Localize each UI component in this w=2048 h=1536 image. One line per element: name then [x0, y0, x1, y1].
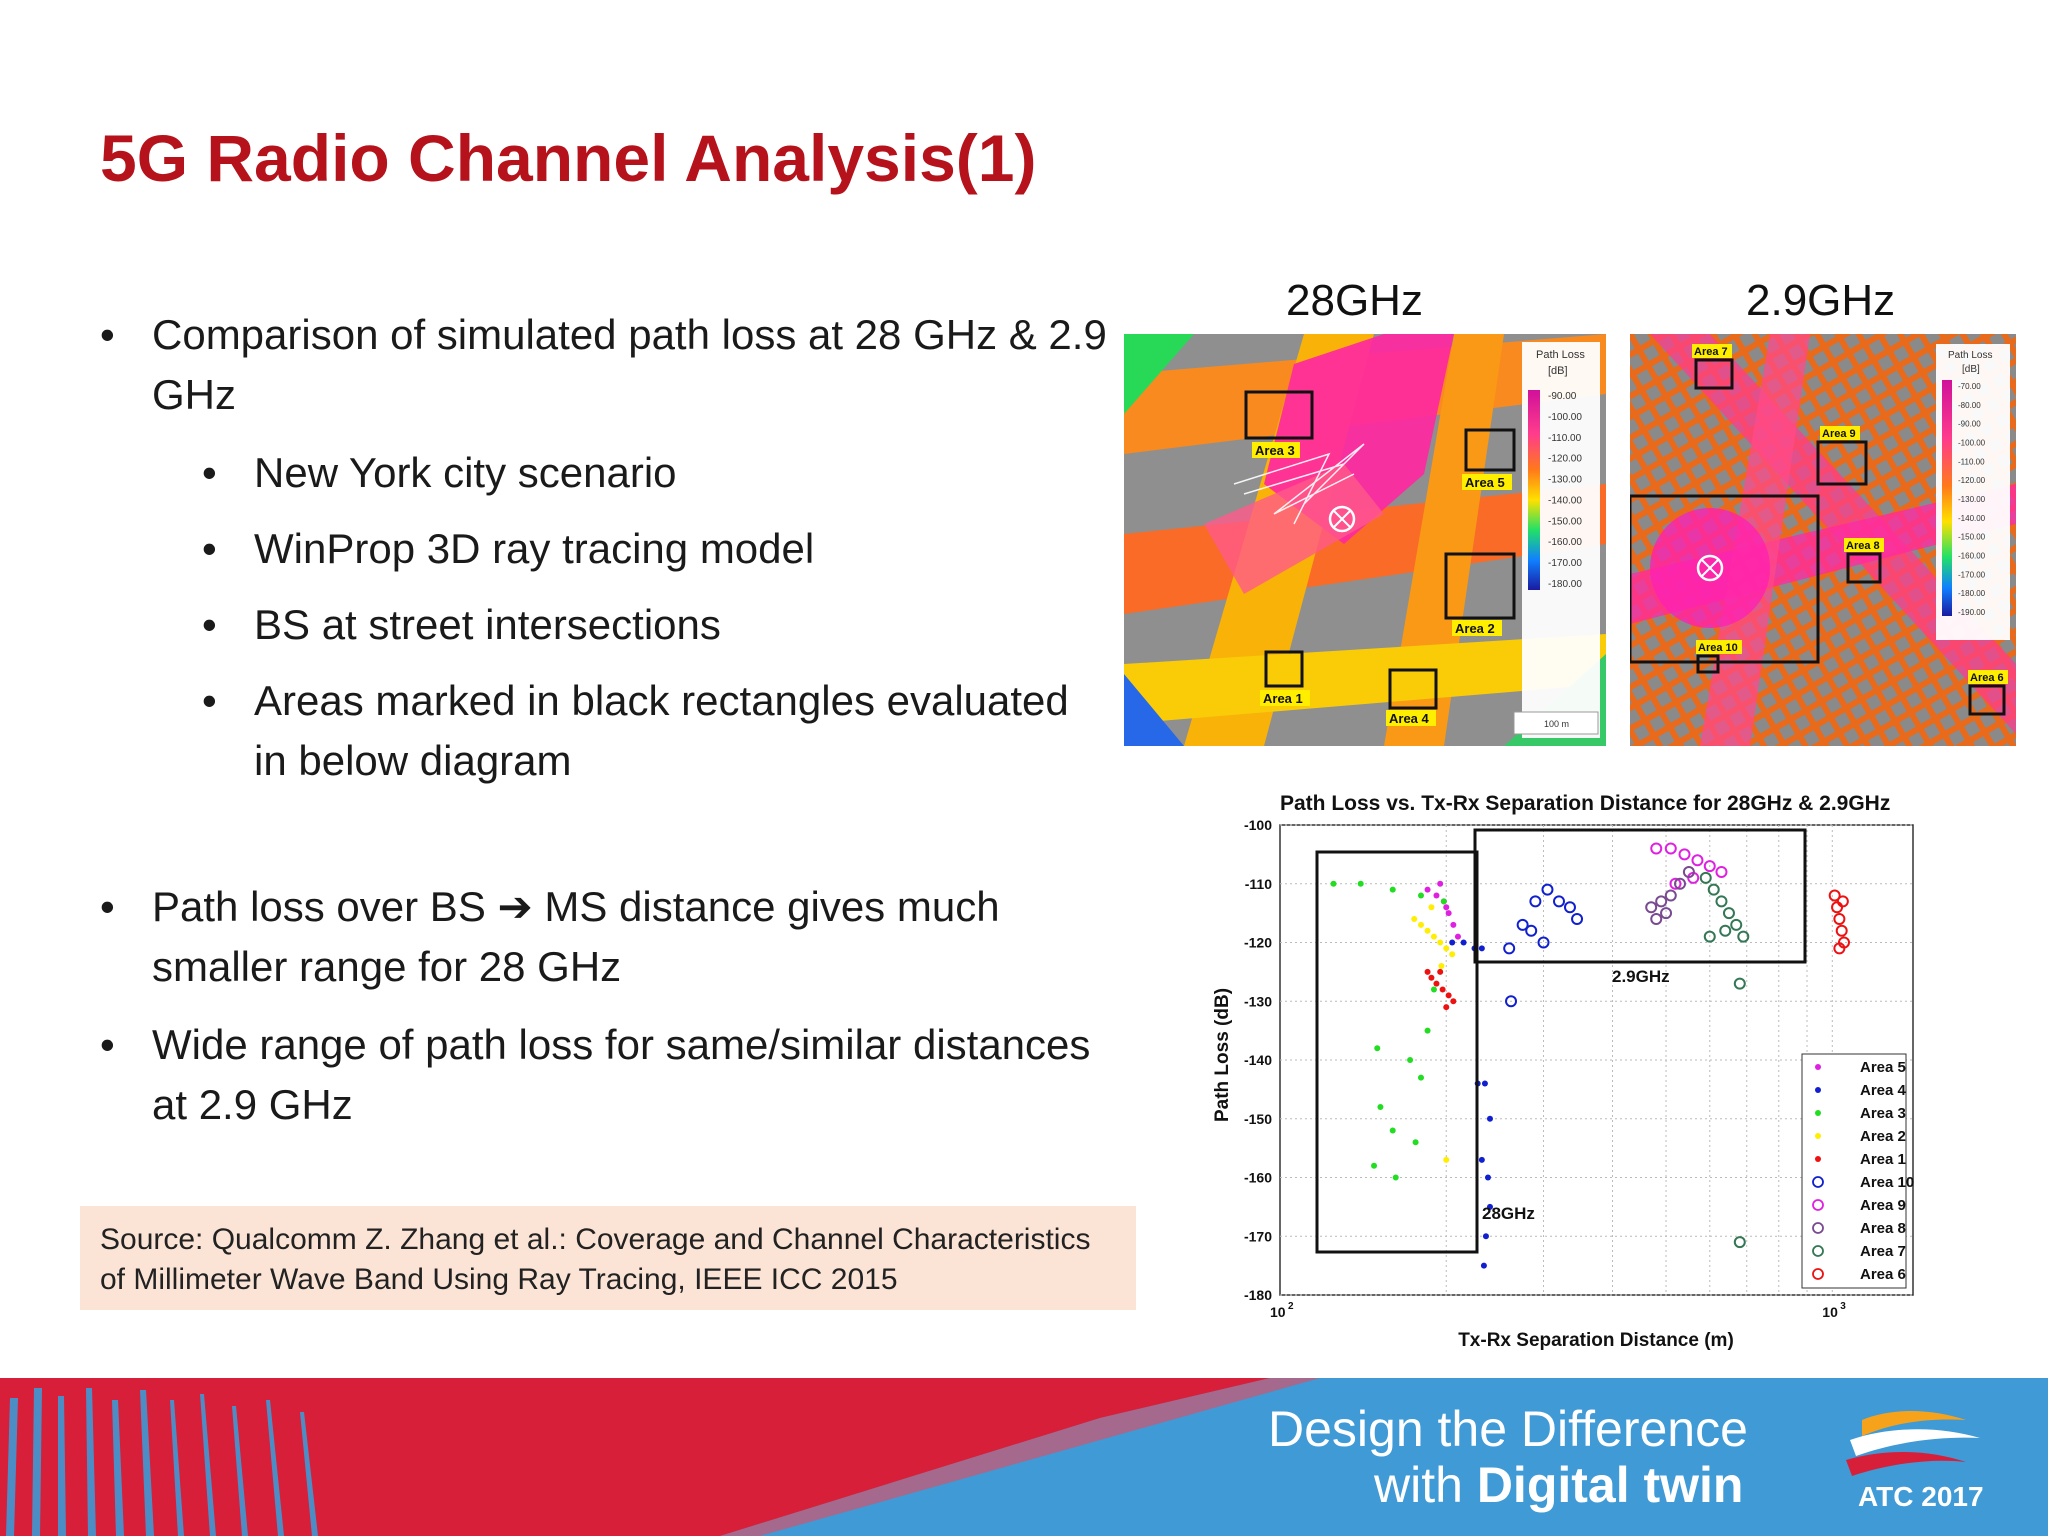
- slogan-emphasis: Digital twin: [1476, 1457, 1744, 1513]
- point-area-1: [1433, 981, 1439, 987]
- point-area-5: [1450, 922, 1456, 928]
- point-area-1: [1437, 969, 1443, 975]
- bullet-text: New York city scenario: [254, 449, 677, 496]
- legend-tick-label: -90.00: [1548, 391, 1577, 402]
- bullet-item: [100, 305, 1110, 425]
- legend-tick-label: -180.00: [1548, 579, 1582, 590]
- point-area-4: [1479, 945, 1485, 951]
- area-label: Area 9: [1822, 428, 1856, 440]
- area-label: Area 8: [1846, 540, 1880, 552]
- bullet-text: Areas marked in black rectangles evaluated in below diagram: [254, 677, 1069, 784]
- point-area-2: [1449, 951, 1455, 957]
- point-area-4: [1487, 1116, 1493, 1122]
- bullet-text: Path loss over BS ➔ MS distance gives much smaller range for 28 GHz: [152, 883, 1000, 990]
- legend-marker: [1815, 1156, 1821, 1162]
- bullet-text: WinProp 3D ray tracing model: [254, 525, 815, 572]
- point-area-3: [1377, 1104, 1383, 1110]
- slogan-prefix: with: [1374, 1457, 1463, 1513]
- point-area-5: [1455, 934, 1461, 940]
- legend-tick-label: -160.00: [1958, 551, 1986, 561]
- point-area-5: [1425, 887, 1431, 893]
- point-area-2: [1438, 963, 1444, 969]
- legend-title: Path Loss: [1536, 349, 1585, 361]
- y-tick-label: -120: [1243, 934, 1272, 951]
- point-area-1: [1446, 992, 1452, 998]
- bullet-item: [100, 1015, 1110, 1135]
- legend-unit: [dB]: [1548, 365, 1568, 377]
- slide-title: 5G Radio Channel Analysis(1): [100, 121, 1037, 195]
- path-loss-chart: [1180, 780, 1950, 1360]
- point-area-3: [1371, 1163, 1377, 1169]
- x-axis-label: Tx-Rx Separation Distance (m): [1458, 1330, 1734, 1351]
- area-label: Area 4: [1389, 711, 1429, 726]
- point-area-4: [1461, 940, 1467, 946]
- legend-tick-label: -100.00: [1548, 411, 1582, 423]
- y-tick-label: -160: [1243, 1169, 1272, 1186]
- point-area-3: [1431, 987, 1437, 993]
- slogan-line-2: [1374, 1456, 1743, 1514]
- legend-colorbar: [1528, 390, 1540, 590]
- point-area-3: [1374, 1045, 1380, 1051]
- legend-tick-label: -90.00: [1958, 419, 1981, 429]
- legend-label: Area 1: [1860, 1151, 1906, 1168]
- point-area-1: [1428, 975, 1434, 981]
- area-label: Area 2: [1455, 621, 1495, 636]
- y-tick-label: -100: [1243, 817, 1272, 833]
- point-area-3: [1425, 1028, 1431, 1034]
- legend-tick-label: -80.00: [1958, 400, 1981, 410]
- x-axis-ticks: [1270, 1301, 1846, 1320]
- legend-tick-label: -70.00: [1958, 382, 1981, 391]
- point-area-4: [1449, 940, 1455, 946]
- point-area-2: [1443, 1157, 1449, 1163]
- legend-marker: [1815, 1110, 1821, 1116]
- bullet-marker: •: [202, 601, 217, 648]
- legend-tick-label: -140.00: [1548, 495, 1582, 507]
- map-28ghz-graphic: [1124, 334, 1606, 746]
- y-axis-label: Path Loss (dB): [1212, 987, 1233, 1123]
- legend-marker: [1815, 1133, 1821, 1139]
- spacer: [100, 807, 1110, 877]
- y-axis-ticks: [1244, 817, 1272, 1303]
- y-tick-label: -150: [1243, 1110, 1272, 1127]
- legend-marker: [1815, 1087, 1821, 1093]
- legend-tick-label: -120.00: [1958, 476, 1986, 486]
- sub-bullet-item: [100, 671, 1110, 791]
- point-area-3: [1407, 1057, 1413, 1063]
- point-area-2: [1437, 940, 1443, 946]
- bullet-marker: •: [202, 525, 217, 572]
- source-citation: Source: Qualcomm Z. Zhang et al.: Coverage and Channel Characteristics of Millimeter Wave Band Using Ray Tracing, IEEE ICC 2015: [80, 1206, 1136, 1310]
- legend-marker: [1815, 1064, 1821, 1070]
- bullet-text: BS at street intersections: [254, 601, 721, 648]
- point-area-5: [1443, 904, 1449, 910]
- point-area-3: [1331, 881, 1337, 887]
- slogan-line-1: Design the Difference: [1268, 1401, 1748, 1457]
- legend-label: Area 6: [1860, 1266, 1906, 1283]
- point-area-3: [1358, 881, 1364, 887]
- point-area-1: [1425, 969, 1431, 975]
- sub-bullet-item: [100, 595, 1110, 655]
- y-tick-label: -180: [1243, 1287, 1272, 1303]
- sub-bullet-item: [100, 519, 1110, 579]
- map-28ghz-label: 28GHz: [1286, 276, 1423, 325]
- point-area-1: [1443, 1004, 1449, 1010]
- x-tick-label: 10: [1822, 1304, 1838, 1320]
- area-label: Area 5: [1465, 475, 1505, 490]
- bullet-item: [100, 877, 1110, 997]
- point-area-2: [1411, 916, 1417, 922]
- legend-tick-label: -120.00: [1548, 453, 1582, 465]
- bullet-marker: •: [202, 677, 217, 724]
- legend-tick-label: -170.00: [1958, 570, 1986, 580]
- point-area-1: [1450, 998, 1456, 1004]
- point-area-2: [1443, 945, 1449, 951]
- bullet-text: Comparison of simulated path loss at 28 GHz & 2.9 GHz: [152, 311, 1107, 418]
- point-area-3: [1413, 1139, 1419, 1145]
- bullet-marker: •: [202, 449, 217, 496]
- annotation-28ghz: 28GHz: [1482, 1204, 1535, 1223]
- area-label: Area 10: [1698, 642, 1738, 654]
- bullet-marker: •: [100, 311, 115, 358]
- point-area-4: [1482, 1081, 1488, 1087]
- legend-tick-label: -170.00: [1548, 558, 1582, 570]
- legend-label: Area 4: [1860, 1082, 1906, 1099]
- map-28ghz: [1124, 334, 1606, 746]
- legend-tick-label: -130.00: [1958, 495, 1986, 504]
- x-tick-label: 10: [1270, 1304, 1286, 1320]
- legend-tick-label: -180.00: [1958, 589, 1986, 599]
- point-area-2: [1428, 904, 1434, 910]
- y-tick-label: -140: [1243, 1052, 1272, 1068]
- legend-colorbar: [1942, 380, 1952, 616]
- chart-legend: [1802, 1054, 1914, 1288]
- annotation-2-9ghz: 2.9GHz: [1612, 967, 1670, 986]
- area-label: Area 7: [1694, 346, 1728, 358]
- legend-tick-label: -190.00: [1958, 608, 1986, 617]
- point-area-4: [1481, 1263, 1487, 1269]
- area-label: Area 6: [1970, 672, 2004, 684]
- bullet-marker: •: [100, 1021, 115, 1068]
- point-area-4: [1479, 1157, 1485, 1163]
- bullet-text: Wide range of path loss for same/similar distances at 2.9 GHz: [152, 1021, 1091, 1128]
- sub-bullet-item: [100, 443, 1110, 503]
- legend-label: Area 2: [1860, 1128, 1906, 1145]
- point-area-3: [1393, 1175, 1399, 1181]
- map-2-9ghz-label: 2.9GHz: [1746, 276, 1896, 325]
- legend-tick-label: -110.00: [1958, 457, 1985, 467]
- area-label: Area 1: [1263, 691, 1303, 706]
- event-name: ATC 2017: [1858, 1481, 1984, 1512]
- point-area-2: [1418, 922, 1424, 928]
- point-area-4: [1483, 1233, 1489, 1239]
- y-tick-label: -170: [1243, 1228, 1272, 1245]
- point-area-5: [1446, 910, 1452, 916]
- scale-bar-label: 100 m: [1544, 719, 1570, 729]
- legend-label: Area 8: [1860, 1220, 1906, 1237]
- x-tick-exponent: 3: [1840, 1301, 1846, 1312]
- legend-tick-label: -130.00: [1548, 474, 1582, 486]
- point-area-3: [1418, 1075, 1424, 1081]
- legend-tick-label: -160.00: [1548, 537, 1582, 549]
- legend-title: Path Loss: [1948, 350, 1993, 361]
- legend-tick-label: -110.00: [1548, 432, 1582, 444]
- point-area-3: [1390, 1128, 1396, 1134]
- point-area-3: [1390, 887, 1396, 893]
- legend-label: Area 3: [1860, 1105, 1906, 1122]
- point-area-4: [1485, 1175, 1491, 1181]
- legend-tick-label: -150.00: [1958, 532, 1986, 542]
- chart-title: Path Loss vs. Tx-Rx Separation Distance for 28GHz & 2.9GHz: [1280, 792, 1891, 815]
- map-2-9ghz-graphic: [1630, 334, 2016, 746]
- legend-tick-label: -140.00: [1958, 513, 1986, 523]
- map-2-9ghz: [1630, 334, 2016, 746]
- legend-tick-label: -150.00: [1548, 516, 1582, 528]
- bullet-list: [100, 305, 1110, 1153]
- point-area-5: [1437, 881, 1443, 887]
- point-area-5: [1433, 893, 1439, 899]
- bullet-marker: •: [100, 883, 115, 930]
- legend-label: Area 10: [1860, 1174, 1915, 1191]
- point-area-3: [1441, 898, 1447, 904]
- point-area-1: [1440, 987, 1446, 993]
- area-label: Area 3: [1255, 443, 1295, 458]
- point-area-2: [1425, 928, 1431, 934]
- y-tick-label: -130: [1243, 993, 1272, 1010]
- x-tick-exponent: 2: [1288, 1301, 1294, 1312]
- legend-label: Area 7: [1860, 1243, 1906, 1260]
- point-area-3: [1418, 893, 1424, 899]
- point-area-2: [1431, 934, 1437, 940]
- legend-label: Area 9: [1860, 1197, 1906, 1214]
- legend-tick-label: -100.00: [1958, 438, 1986, 448]
- legend-label: Area 5: [1860, 1059, 1906, 1076]
- legend-unit: [dB]: [1962, 364, 1980, 375]
- y-tick-label: -110: [1244, 875, 1272, 892]
